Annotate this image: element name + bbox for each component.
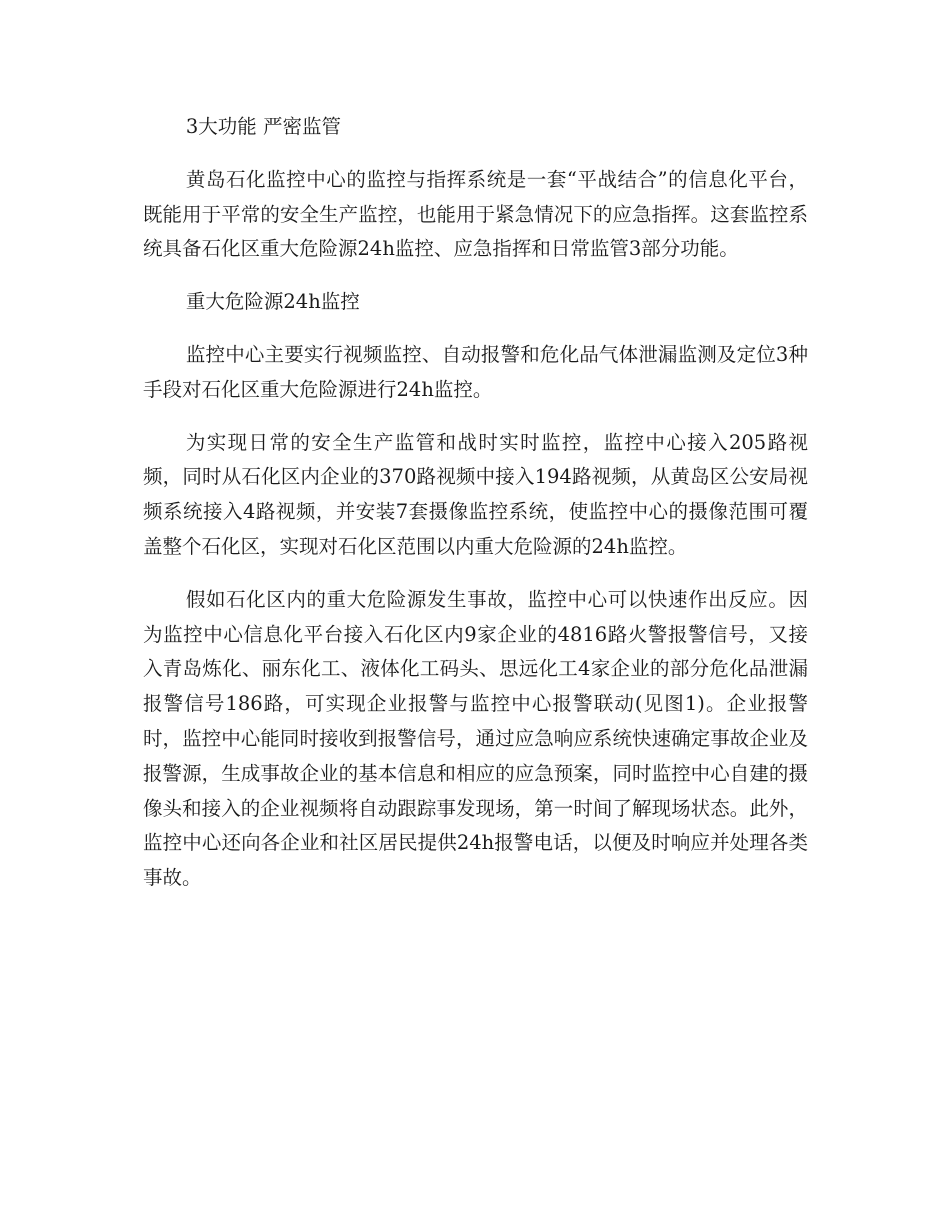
paragraph-video-coverage: 为实现日常的安全生产监管和战时实时监控，监控中心接入205路视频，同时从石化区内企业的370路视频中接入194路视频，从黄岛区公安局视频系统接入4路视频，并安装7套摄像监控系统，使监控中心的摄像范围可覆盖整个石化区，实现对石化区范围以内重大危险源的24h监控。 (143, 430, 808, 558)
paragraph-monitoring-methods: 监控中心主要实行视频监控、自动报警和危化品气体泄漏监测及定位3种手段对石化区重大危险源进行24h监控。 (143, 342, 808, 401)
paragraph-emergency-response: 假如石化区内的重大危险源发生事故，监控中心可以快速作出反应。因为监控中心信息化平台接入石化区内9家企业的4816路火警报警信号，又接入青岛炼化、丽东化工、液体化工码头、思远化工4家企业的部分危化品泄漏报警信号186路，可实现企业报警与监控中心报警联动(见图1)。企业报警时，监控中心能同时接收到报警信号，通过应急响应系统快速确定事故企业及报警源，生成事故企业的基本信息和相应的应急预案，同时监控中心自建的摄像头和接入的企业视频将自动跟踪事发现场，第一时间了解现场状态。此外，监控中心还向各企业和社区居民提供24h报警电话，以便及时响应并处理各类事故。 (143, 587, 808, 890)
section-heading-monitoring: 重大危险源24h监控 (185, 290, 360, 314)
section-heading-functions: 3大功能 严密监管 (185, 115, 341, 138)
paragraph-platform-intro: 黄岛石化监控中心的监控与指挥系统是一套“平战结合”的信息化平台，既能用于平常的安全生产监控，也能用于紧急情况下的应急指挥。这套监控系统具备石化区重大危险源24h监控、应急指挥和日常监管3部分功能。 (143, 167, 808, 261)
article-body (143, 110, 808, 914)
